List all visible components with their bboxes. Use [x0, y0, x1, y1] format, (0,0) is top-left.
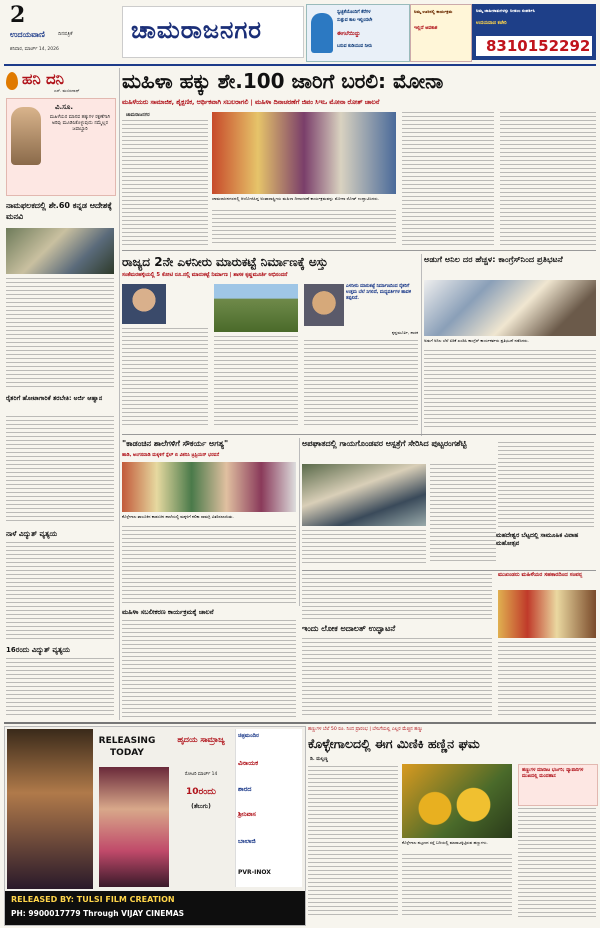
lead-text-col1	[122, 120, 208, 246]
watermelon-sidebox	[518, 764, 598, 806]
cinema-1: ಚಿತ್ರಮಂದಿರ	[238, 733, 259, 739]
wedding-story	[498, 438, 596, 568]
watermelon-photo	[402, 764, 512, 838]
wedding-photo-block	[498, 572, 596, 718]
watermelon-kicker: ಹಣ್ಣುಗಳ ಬೆಲೆ 50 ರೂ. ನಿಂದ ಪ್ರಾರಂಭ | ಬೇಸಿಗೆಯಲ್ಲಿ ಎಲ್ಲರ ಮೆಚ್ಚಿನ ಹಣ್ಣು	[308, 727, 423, 732]
cinema-list	[235, 729, 302, 887]
story3-headline: ನಾಳೆ ವಿದ್ಯುತ್ ವ್ಯತ್ಯಯ	[6, 530, 58, 538]
quote-box	[6, 98, 116, 196]
gas-headline: ಅಡುಗೆ ಅನಿಲ ದರ ಹೆಚ್ಚಳ: ಕಾಂಗ್ರೆಸ್‌ನಿಂದ ಪ್ರತಿಭಟನೆ	[424, 254, 563, 264]
wedding-text	[498, 442, 594, 528]
ad-hand-graphic	[311, 13, 333, 53]
lower-left-text	[122, 620, 296, 718]
school-photo	[122, 462, 296, 512]
lead-byline: ಚಾಮರಾಜನಗರ	[126, 113, 150, 118]
wedding-headline: ಮಹದೇಶ್ವರ ಬೆಟ್ಟದಲ್ಲಿ ಸಾಮೂಹಿಕ ವಿವಾಹ ಮಹೋತ್ಸವ	[496, 532, 579, 547]
cinema-2: ವಿನಾಯಕ	[238, 759, 258, 767]
accident-text-col2	[302, 530, 426, 564]
ad1-line: ಸ್ವಚ್ಛತೆಯೊಂದಿಗೆ ಕೆರೆಗಳ	[337, 10, 371, 15]
date-line: ಶನಿವಾರ, ಮಾರ್ಚ್ 14, 2026	[10, 47, 59, 52]
ad1-line: ಈಗಲೆಯಿದ್ದು	[337, 31, 361, 37]
market-subhead: ಸಂತೆಮರಹಳ್ಳಿಯಲ್ಲಿ 5 ಕೋಟಿ ರೂ.ನಲ್ಲಿ ಮಾರುಕಟ್ಟೆ ನಿರ್ಮಾಣ | ಶಾಸಕ ಕೃಷ್ಣಮೂರ್ತಿ ಅಭಿನಂದನೆ	[122, 272, 288, 278]
story3-text	[6, 542, 114, 640]
watermelon-headline: ಕೊಳ್ಳೇಗಾಲದಲ್ಲಿ ಈಗ ಮಿಣಿಕಿ ಹಣ್ಣಿನ ಘಮ	[308, 736, 480, 751]
ad-footer	[5, 891, 305, 925]
wedding-subhead: ಮುಖಂಡರು ಮಹಿಳೆಯರ ಸಹಕಾರದಿಂದ ಸಂಪನ್ನ	[498, 572, 583, 578]
cinema-4: ಶ್ರೀನಿವಾಸ	[238, 811, 256, 818]
market-text-col2	[214, 336, 298, 428]
ticket-line: ರೋಟರಿ ಮಾರ್ಚ್ 14	[184, 772, 218, 777]
sidebox-text: ಹಣ್ಣುಗಳ ಮಾರಾಟ ಭರ್ಜರಿ; ವ್ಯಾಪಾರಿಗಳ ಮುಖದಲ್ಲಿ ಮಂದಹಾಸ	[522, 768, 584, 779]
market-text-col3	[304, 340, 418, 428]
market-site-photo	[214, 284, 298, 332]
phone-line: PH: 9900017779 Through VIJAY CINEMAS	[11, 909, 185, 918]
cinema-5: ಬಾಲಾಜಿ	[238, 837, 256, 845]
lead-text-col2	[212, 210, 396, 246]
ad2-line: ಇಲ್ಲಿದೆ ಅವಕಾಶ	[414, 26, 438, 31]
market-text-col1	[122, 328, 208, 428]
movie-ad	[4, 726, 306, 926]
school-text	[122, 526, 296, 606]
cinema-6: PVR-INOX	[238, 869, 271, 876]
watermelon-text-col3	[518, 808, 596, 918]
watermelon-text-col2	[402, 854, 512, 918]
masthead	[0, 0, 600, 66]
column-name: ಹನಿ ದನಿ	[22, 70, 64, 88]
actor-image-1	[7, 729, 93, 889]
cartoon-portrait	[11, 107, 41, 165]
mela-story	[302, 572, 492, 718]
watermelon-byline: ಡಿ. ಮಲ್ಲಣ್ಣ	[310, 757, 329, 762]
honey-drop-icon	[6, 72, 18, 90]
gas-story	[424, 254, 596, 430]
story1-text	[6, 278, 114, 390]
adalat-headline: ಇಂದು ಲೋಕ ಅದಾಲತ್ ಉದ್ಘಾಟನೆ	[302, 624, 396, 633]
lower-left-story	[122, 608, 296, 718]
story4-text	[6, 658, 114, 716]
watermelon-caption: ಕೊಳ್ಳೇಗಾಲ ಪಟ್ಟಣದ ರಸ್ತೆ ಬದಿಯಲ್ಲಿ ಮಾರಾಟಕ್ಕಿಟ್ಟಿರುವ ಹಣ್ಣುಗಳು.	[402, 840, 488, 845]
lead-photo	[212, 112, 396, 194]
lead-text-col4	[500, 112, 596, 246]
section-title: ಚಾಮರಾಜನಗರ	[131, 16, 263, 44]
released-by: RELEASED BY: TULSI FILM CREATION	[11, 895, 175, 904]
story2-text	[6, 416, 114, 524]
release-date: 10ರಂದು	[186, 787, 216, 797]
ad3-phone: 8310152292	[486, 37, 591, 55]
market-quote: ಎಳನೀರು ಮಾರುಕಟ್ಟೆ ನಿರ್ಮಾಣದಿಂದ ರೈತರಿಗೆ ಉತ್ತಮ ಬೆಲೆ ಸಿಗಲಿದೆ, ಮಧ್ಯವರ್ತಿಗಳ ಹಾವಳಿ ತಪ್ಪಲಿದೆ.	[346, 284, 412, 301]
gas-caption: ಅಡುಗೆ ಅನಿಲ ಬೆಲೆ ಏರಿಕೆ ಖಂಡಿಸಿ ಕಾಂಗ್ರೆಸ್ ಕಾರ್ಯಕರ್ತರು ಪ್ರತಿಭಟನೆ ನಡೆಸಿದರು.	[424, 338, 529, 343]
ad1-line: ಬರುವ ಕುಡಿಯುವ ನೀರು	[337, 44, 373, 49]
quote-portrait	[304, 284, 344, 326]
actress-image	[99, 767, 169, 887]
masthead-ad-1	[306, 4, 410, 62]
column-logo	[6, 70, 114, 94]
gas-photo	[424, 280, 596, 336]
ad3-line: ಉದಯವಾಣಿ ಕಚೇರಿ	[476, 21, 507, 26]
page-number: 2	[10, 2, 26, 28]
watermelon-story	[308, 726, 596, 924]
accident-photo	[302, 464, 426, 526]
gas-text	[424, 350, 596, 430]
phone-box	[476, 36, 592, 56]
film-title: ಹೃದಯ ಸಾಮ್ರಾಜ್ಯ	[177, 735, 225, 744]
market-story	[122, 254, 418, 430]
lead-story	[122, 68, 596, 248]
market-headline: ರಾಜ್ಯದ 2ನೇ ಎಳನೀರು ಮಾರುಕಟ್ಟೆ ನಿರ್ಮಾಣಕ್ಕೆ ಅಸ್ತು	[122, 255, 329, 269]
paper-name: ಉದಯವಾಣಿ	[10, 30, 45, 39]
mela-headline-2: ಮಹಿಳಾ ಸಬಲೀಕರಣ ಕಾರ್ಯಕ್ರಮಕ್ಕೆ ಚಾಲನೆ	[122, 608, 214, 616]
lead-headline: ಮಹಿಳಾ ಹಕ್ಕು ಶೇ.100 ಜಾರಿಗೆ ಬರಲಿ: ಮೋನಾ	[122, 69, 444, 93]
column-sub: ಎಸ್. ಮಂಜುನಾಥ್	[54, 88, 80, 93]
quote-name: ವಿ.ಸೂ.	[55, 103, 74, 111]
school-subhead: ಹಾಡಿ, ಅಂಗನವಾಡಿ ಮಕ್ಕಳಿಗೆ ಸ್ಪೆಲ್ ಬಿ ವಿತರಿಸಿ ಟ್ರಸ್ಟಿಯನ್ ಭರವಸೆ	[122, 453, 220, 458]
school-caption: ಕೊಳ್ಳೇಗಾಲ ತಾಲೂಕಿನ ಕಾಡಂಚಿನ ಶಾಲೆಯಲ್ಲಿ ಮಕ್ಕಳಿಗೆ ಕಲಿಕಾ ಸಾಮಗ್ರಿ ವಿತರಿಸಲಾಯಿತು.	[122, 514, 234, 519]
wedding-photo	[498, 590, 596, 638]
story1-headline: ನಾಮಫಲಕದಲ್ಲಿ ಶೇ.60 ಕನ್ನಡ ಆದೇಶಕ್ಕೆ ಮನವಿ	[6, 201, 112, 221]
lead-subhead: ಮಹಿಳೆಯರು ಸಾಮಾಜಿಕ, ಶೈಕ್ಷಣಿಕ, ಆರ್ಥಿಕವಾಗಿ ಸಬಲರಾಗಲಿ | ಮಹಿಳಾ ದಿನಾಚರಣೆಗೆ ಜಿಪಂ ಸಿಇಒ ಮೋನಾ ರೋತ್ ಚಾಲನೆ	[122, 98, 380, 106]
ad1-line: ಸುತ್ತುವ ಕಾಲ ಇಲ್ಲಿಂದಲೇ	[337, 18, 373, 23]
story2-headline: ರೈತರಿಗೆ ಹೋಟಾಗಾರಿಕೆ ತರಬೇತಿ: ಅರ್ಜಿ ಆಹ್ವಾನ	[6, 395, 103, 402]
ad3-line: ನಿಮ್ಮ ಜಾಹೀರಾತುಗಳನ್ನು ನೀಡಲು ಸಂಪರ್ಕಿಸಿ	[476, 8, 536, 13]
section-banner	[122, 6, 304, 58]
lead-text-col3	[402, 112, 494, 246]
accident-headline: ಅಪಘಾತದಲ್ಲಿ ಗಾಯಗೊಂಡವರ ಆಸ್ಪತ್ರೆಗೆ ಸೇರಿಸಿದ ಪುಟ್ಟರಂಗಶೆಟ್ಟಿ	[302, 439, 467, 448]
sidebar	[4, 68, 116, 718]
story4-headline: 16ರಂದು ವಿದ್ಯುತ್ ವ್ಯತ್ಯಯ	[6, 646, 71, 654]
masthead-ad-2	[410, 4, 472, 62]
mla-portrait	[122, 284, 166, 324]
story1-photo	[6, 228, 114, 274]
masthead-ad-3	[472, 4, 596, 60]
quote-text: ಮಹಿಳೆಯರ ಮಾನವ ಹಕ್ಕುಗಳ ರಕ್ಷಣೆಗಾಗಿ ಅರಿವು ಮೂಡಿಸಿಕೊಳ್ಳುವುದು ನಮ್ಮೆಲ್ಲರ ಜವಾಬ್ದಾರಿ	[49, 115, 111, 132]
edition: ದಿನಪತ್ರಿಕೆ	[58, 31, 73, 37]
release-tag: RELEASING TODAY	[98, 736, 156, 758]
cinema-3: ಶಾರದ	[238, 785, 252, 793]
watermelon-text-col1	[308, 766, 398, 918]
wedding-text-2	[498, 642, 596, 716]
lead-caption: ಚಾಮರಾಜನಗರದಲ್ಲಿ ಆಯೋಜಿಸಿದ್ದ ಅಂತಾರಾಷ್ಟ್ರೀಯ ಮಹಿಳಾ ದಿನಾಚರಣೆ ಕಾರ್ಯಕ್ರಮವನ್ನು ಮೋನಾ ರೋತ್ ಉದ್ಘಾಟಿಸಿದರು.	[212, 196, 380, 201]
ad2-line: ನಿಮ್ಮ ಊರಿನಲ್ಲಿ ಕಾರ್ಯಕ್ರಮ	[414, 9, 453, 14]
adalat-text	[302, 638, 492, 716]
school-headline: "ಕಾಡಂಚಿನ ಶಾಲೆಗಳಿಗೆ ಸೌಕರ್ಯ ಅಗತ್ಯ"	[122, 439, 229, 448]
accident-text-col1	[430, 464, 496, 564]
market-quote-by: ಕೃಷ್ಣಮೂರ್ತಿ, ಶಾಸಕ	[391, 330, 418, 335]
film-language: (ತೆಲುಗು)	[191, 803, 211, 810]
mela-text-top	[302, 574, 492, 620]
school-story	[122, 438, 296, 606]
